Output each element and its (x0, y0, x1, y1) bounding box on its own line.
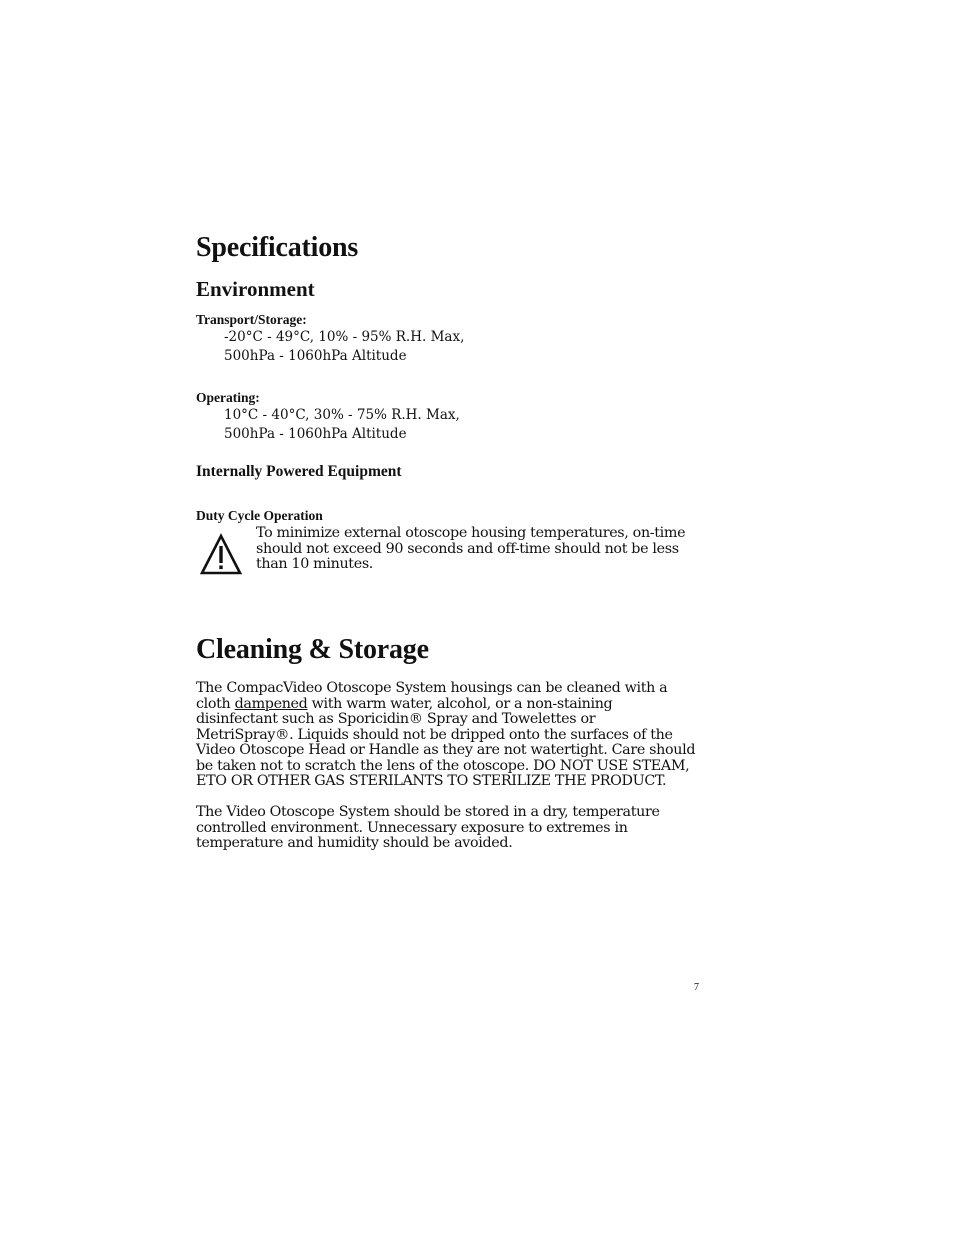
internally-powered-heading: Internally Powered Equipment (196, 463, 402, 480)
cleaning-paragraph (196, 681, 706, 790)
operating-label: Operating: (196, 390, 260, 405)
duty-cycle-label: Duty Cycle Operation (196, 508, 323, 523)
cleaning-line-2-pre: cloth (196, 695, 235, 712)
cleaning-line-2-post: with warm water, alcohol, or a non-staining (307, 695, 613, 712)
operating-line-2: 500hPa - 1060hPa Altitude (224, 426, 407, 442)
duty-cycle-line-2: should not exceed 90 seconds and off-time should not be less (256, 540, 679, 557)
duty-cycle-line-1: To minimize external otoscope housing temperatures, on-time (256, 525, 686, 541)
specifications-heading: Specifications (196, 232, 359, 263)
warning-triangle-icon (199, 532, 243, 576)
cleaning-line-1: The CompacVideo Otoscope System housings can be cleaned with a (196, 680, 668, 696)
cleaning-line-6: be taken not to scratch the lens of the otoscope. DO NOT USE STEAM, (196, 757, 690, 774)
transport-storage-label: Transport/Storage: (196, 312, 307, 327)
cleaning-line-7: ETO OR OTHER GAS STERILANTS TO STERILIZE THE PRODUCT. (196, 773, 667, 789)
storage-line-2: controlled environment. Unnecessary exposure to extremes in (196, 819, 628, 836)
operating-line-1: 10°C - 40°C, 30% - 75% R.H. Max, (224, 407, 460, 423)
duty-cycle-text (256, 526, 706, 573)
cleaning-line-2 (196, 697, 706, 713)
transport-storage-values (224, 328, 464, 366)
cleaning-line-4: MetriSpray®. Liquids should not be dripped onto the surfaces of the (196, 726, 673, 743)
cleaning-storage-heading: Cleaning & Storage (196, 634, 429, 665)
environment-heading: Environment (196, 277, 315, 301)
dampened-underlined: dampened (234, 695, 308, 712)
duty-cycle-line-3: than 10 minutes. (256, 556, 373, 572)
page-number: 7 (694, 982, 699, 993)
cleaning-line-5: Video Otoscope Head or Handle as they are not watertight. Care should (196, 742, 696, 758)
transport-storage-line-2: 500hPa - 1060hPa Altitude (224, 348, 407, 364)
storage-line-3: temperature and humidity should be avoided. (196, 835, 513, 851)
storage-line-1: The Video Otoscope System should be stored in a dry, temperature (196, 804, 660, 820)
cleaning-line-3: disinfectant such as Sporicidin® Spray and Towelettes or (196, 711, 596, 727)
operating-values (224, 406, 460, 444)
storage-paragraph (196, 805, 706, 852)
transport-storage-line-1: -20°C - 49°C, 10% - 95% R.H. Max, (224, 329, 465, 345)
